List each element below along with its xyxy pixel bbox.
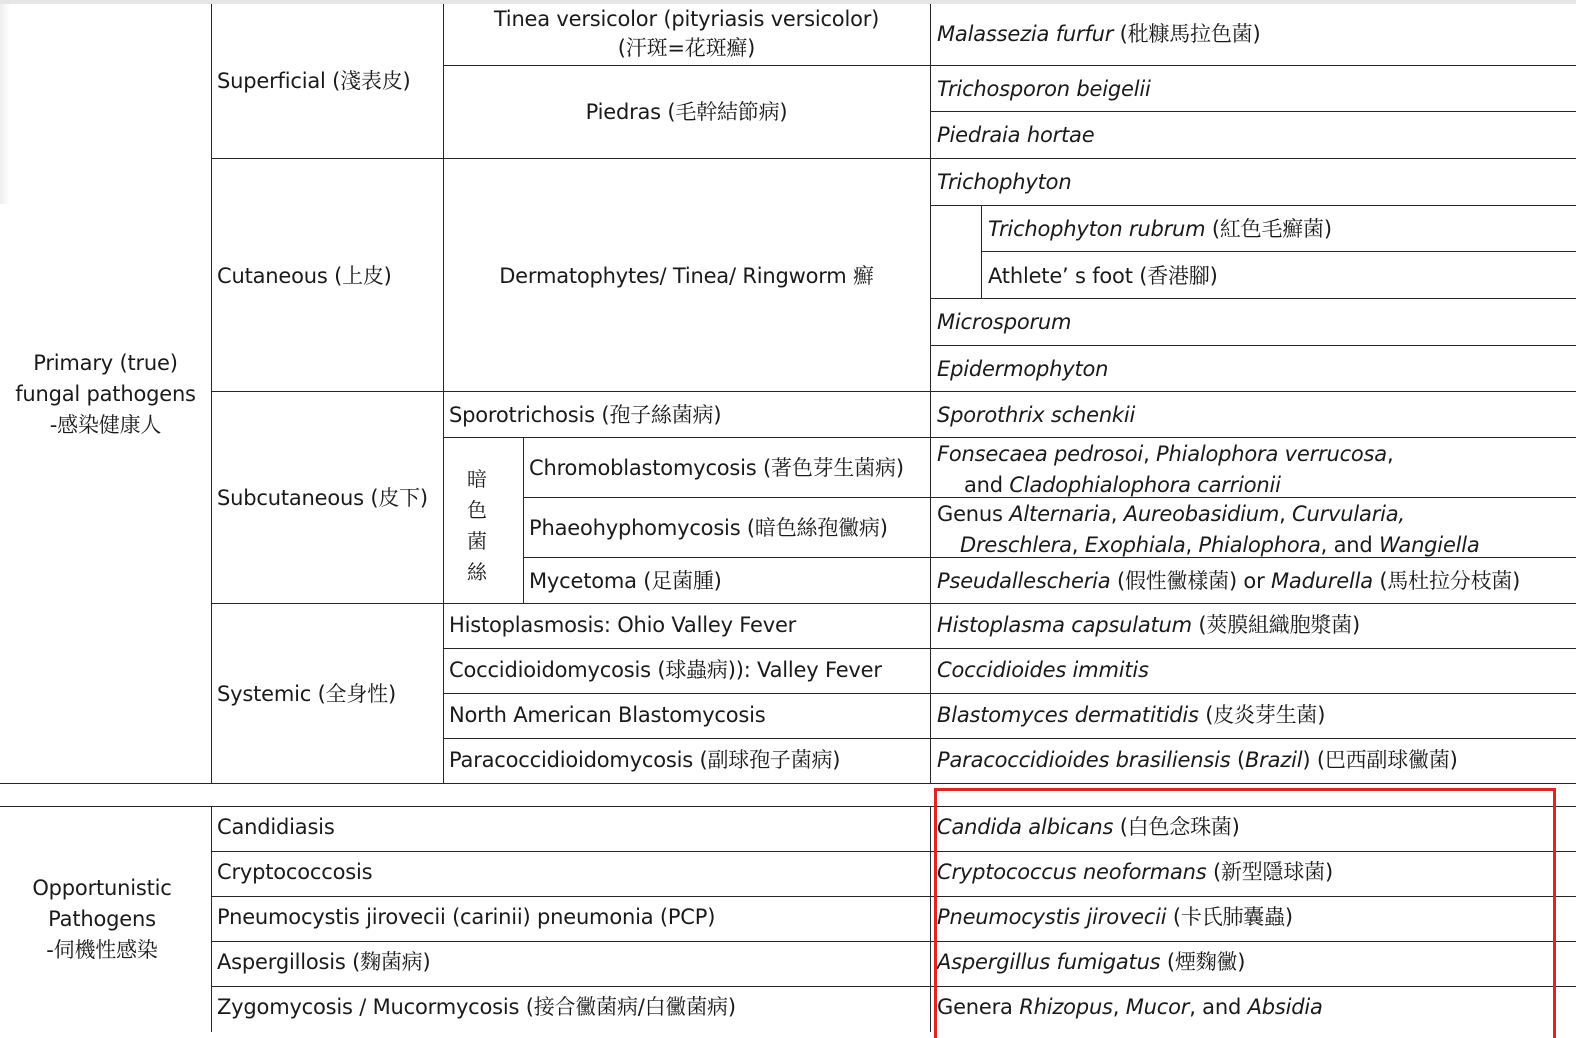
table-gridline xyxy=(930,205,1576,206)
organism-malassezia xyxy=(937,21,1260,47)
disease-dermatophytes: Dermatophytes/ Tinea/ Ringworm 癬 xyxy=(499,264,874,288)
table-gridline xyxy=(0,783,1576,784)
organism-trichosporon: Trichosporon beigelii xyxy=(937,77,1151,101)
organism-note: (莢膜組織胞漿菌) xyxy=(1191,613,1360,637)
table-gridline xyxy=(930,4,931,783)
table-gridline xyxy=(930,806,931,1032)
organism-blastomyces xyxy=(937,702,1325,728)
table-gridline xyxy=(211,603,1576,604)
organism-name: Wangiella xyxy=(1378,533,1480,557)
disease-mycetoma: Mycetoma (足菌腫) xyxy=(529,569,722,593)
opportunistic-group-label-line: Opportunistic xyxy=(32,876,172,900)
organism-piedraia: Piedraia hortae xyxy=(937,123,1095,147)
organism-name: Trichophyton rubrum xyxy=(988,217,1206,241)
table-gridline xyxy=(443,65,1576,66)
organism-name: Rhizopus xyxy=(1019,995,1113,1019)
organism-note: ) (巴西副球黴菌) xyxy=(1302,748,1458,772)
connector: Genera xyxy=(937,995,1020,1019)
separator: , xyxy=(1143,442,1157,466)
disease-line: (汗斑=花斑癬) xyxy=(617,36,756,60)
disease-zygomycosis: Zygomycosis / Mucormycosis (接合黴菌病/白黴菌病) xyxy=(217,995,736,1019)
organism-region: Brazil xyxy=(1244,748,1303,772)
disease-blastomycosis: North American Blastomycosis xyxy=(449,703,766,727)
organism-name: Phialophora xyxy=(1198,533,1321,557)
separator: , and xyxy=(1189,995,1248,1019)
organism-name: Histoplasma capsulatum xyxy=(937,613,1192,637)
organism-note: (卡氏肺囊蟲) xyxy=(1166,905,1293,929)
table-gridline xyxy=(211,806,212,1032)
category-cutaneous: Cutaneous (上皮) xyxy=(217,264,392,288)
disease-tinea-versicolor xyxy=(443,5,930,63)
organism-phaeohyphomycosis-agents xyxy=(937,499,1480,561)
disease-paracoccidioidomycosis: Paracoccidioidomycosis (副球孢子菌病) xyxy=(449,748,841,772)
table-gridline xyxy=(981,251,1576,252)
disease-cryptococcosis: Cryptococcosis xyxy=(217,860,373,884)
disease-sporotrichosis: Sporotrichosis (孢子絲菌病) xyxy=(449,403,722,427)
top-edge-bar xyxy=(0,0,1576,4)
organism-paracoccidioides xyxy=(937,747,1458,773)
organism-trichophyton: Trichophyton xyxy=(937,170,1072,194)
organism-name: Paracoccidioides brasiliensis xyxy=(937,748,1231,772)
organism-name: Cladophialophora carrionii xyxy=(1009,473,1281,497)
organism-name: Blastomyces dermatitidis xyxy=(937,703,1199,727)
table-gridline xyxy=(443,437,1576,438)
disease-line: Tinea versicolor (pityriasis versicolor) xyxy=(493,7,880,31)
separator: , xyxy=(1112,995,1126,1019)
organism-name: Absidia xyxy=(1247,995,1323,1019)
disease-pcp: Pneumocystis jirovecii (carinii) pneumonia (PCP) xyxy=(217,905,716,929)
organism-note: (秕糠馬拉色菌) xyxy=(1113,22,1261,46)
separator: , xyxy=(1071,533,1085,557)
table-gridline xyxy=(211,391,1576,392)
organism-name: Mucor xyxy=(1125,995,1190,1019)
primary-group-label-line: -感染健康人 xyxy=(49,413,162,437)
table-gridline xyxy=(211,4,212,783)
primary-group-label-line: fungal pathogens xyxy=(15,382,196,406)
organism-microsporum: Microsporum xyxy=(937,310,1072,334)
organism-chromoblastomycosis-agents xyxy=(937,439,1393,501)
organism-note: (紅色毛癬菌) xyxy=(1205,217,1332,241)
table-gridline xyxy=(443,648,1576,649)
organism-note: (新型隱球菌) xyxy=(1206,860,1333,884)
primary-group-label-line: Primary (true) xyxy=(33,351,178,375)
separator: , xyxy=(1185,533,1199,557)
table-gridline xyxy=(930,298,1576,299)
athletes-foot: Athlete’ s foot (香港腳) xyxy=(988,264,1218,288)
organism-name: Cryptococcus neoformans xyxy=(937,860,1207,884)
disease-aspergillosis: Aspergillosis (麴菌病) xyxy=(217,950,431,974)
opportunistic-group-label xyxy=(0,873,204,966)
opportunistic-group-label-line: Pathogens xyxy=(48,907,156,931)
organism-name: Candida albicans xyxy=(937,815,1114,839)
table-gridline xyxy=(443,738,1576,739)
primary-group-label xyxy=(0,348,211,441)
organism-sporothrix: Sporothrix schenkii xyxy=(937,403,1136,427)
dark-mold-label: 暗色菌絲 xyxy=(467,467,487,584)
organism-name: Phialophora verrucosa xyxy=(1156,442,1387,466)
table-gridline xyxy=(443,693,1576,694)
organism-name: Pseudallescheria xyxy=(937,569,1111,593)
organism-name: Aspergillus fumigatus xyxy=(937,950,1161,974)
organism-note: (馬杜拉分枝菌) xyxy=(1372,569,1521,593)
separator: , xyxy=(1386,442,1394,466)
organism-name: Aureobasidium xyxy=(1123,502,1280,526)
organism-note: (皮炎芽生菌) xyxy=(1198,703,1326,727)
organism-epidermophyton: Epidermophyton xyxy=(937,357,1109,381)
table-gridline xyxy=(211,158,1576,159)
disease-phaeohyphomycosis: Phaeohyphomycosis (暗色絲孢黴病) xyxy=(529,516,888,540)
disease-chromoblastomycosis: Chromoblastomycosis (著色芽生菌病) xyxy=(529,456,904,480)
separator: , xyxy=(1110,502,1124,526)
organism-name: Fonsecaea pedrosoi xyxy=(937,442,1144,466)
highlight-annotation-box xyxy=(934,788,1556,1038)
connector: Genus xyxy=(937,502,1010,526)
table-gridline xyxy=(930,111,1576,112)
category-systemic: Systemic (全身性) xyxy=(217,682,396,706)
organism-name: Alternaria xyxy=(1009,502,1111,526)
organism-note: (假性黴樣菌) or xyxy=(1110,569,1271,593)
category-subcutaneous: Subcutaneous (皮下) xyxy=(217,486,428,510)
organism-name: Madurella xyxy=(1270,569,1373,593)
disease-coccidioidomycosis: Coccidioidomycosis (球蟲病)): Valley Fever xyxy=(449,658,882,682)
organism-name: Exophiala xyxy=(1084,533,1186,557)
disease-candidiasis: Candidiasis xyxy=(217,815,335,839)
separator: , xyxy=(1279,502,1293,526)
table-gridline xyxy=(930,345,1576,346)
organism-coccidioides: Coccidioides immitis xyxy=(937,658,1149,682)
organism-trichophyton-rubrum xyxy=(988,216,1332,242)
disease-histoplasmosis: Histoplasmosis: Ohio Valley Fever xyxy=(449,613,797,637)
organism-note: (煙麴黴) xyxy=(1160,950,1246,974)
organism-histoplasma xyxy=(937,612,1360,638)
organism-note: ( xyxy=(1230,748,1245,772)
left-edge-shade xyxy=(0,4,10,204)
separator: , and xyxy=(1320,533,1379,557)
organism-note: (白色念珠菌) xyxy=(1113,815,1240,839)
organism-name: Pneumocystis jirovecii xyxy=(937,905,1167,929)
table-gridline xyxy=(523,437,524,603)
organism-name: Dreschlera xyxy=(960,533,1072,557)
connector: and xyxy=(964,473,1010,497)
organism-name: Curvularia, xyxy=(1292,502,1405,526)
category-superficial: Superficial (淺表皮) xyxy=(217,69,411,93)
disease-piedras: Piedras (毛幹結節病) xyxy=(585,100,788,124)
organism-name: Malassezia furfur xyxy=(937,22,1114,46)
opportunistic-group-label-line: -伺機性感染 xyxy=(46,938,158,962)
organism-mycetoma-agents xyxy=(937,568,1520,594)
